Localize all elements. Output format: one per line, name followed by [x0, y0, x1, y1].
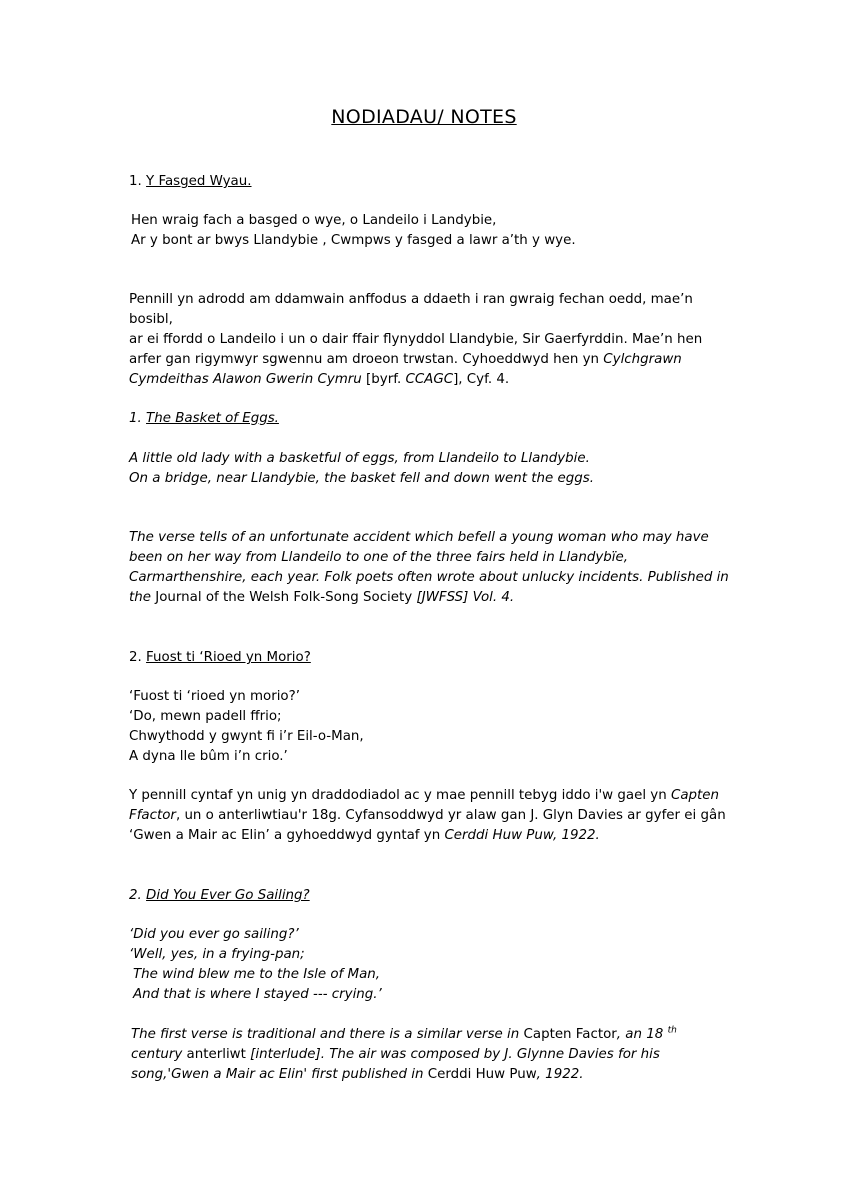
page-title: NODIADAU/ NOTES	[331, 106, 517, 128]
verse-line: And that is where I stayed --- crying.’	[133, 987, 382, 1002]
section-1-english-note: The verse tells of an unfortunate accident which befell a young woman who may have been on her way from Llandeilo to one of the three fairs held in Llandybïe, Carmarthenshire, each year. Folk poets often wrote about unlucky incidents. Published in the Journal of the Welsh Folk-Song Society [JWFSS] Vol. 4.	[129, 530, 729, 605]
verse-line: Ar y bont ar bwys Llandybie , Cwmpws y fasged a lawr a’th y wye.	[131, 233, 576, 248]
section-2-welsh-heading: 2. Fuost ti ‘Rioed yn Morio?	[129, 650, 311, 665]
verse-line: On a bridge, near Llandybie, the basket fell and down went the eggs.	[129, 471, 594, 486]
section-2-welsh-verse	[129, 687, 729, 767]
section-1-english-verse	[129, 449, 729, 489]
section-1-welsh-note: Pennill yn adrodd am ddamwain anffodus a ddaeth i ran gwraig fechan oedd, mae’n bosibl, ar ei ffordd o Landeilo i un o dair ffair flynyddol Llandybie, Sir Gaerfyrddin. Mae’n hen arfer gan rigymwyr sgwennu am droeon trwstan. Cyhoeddwyd hen yn Cylchgrawn Cymdeithas Alawon Gwerin Cymru [byrf. CCAGC], Cyf. 4.	[129, 292, 703, 387]
verse-line: Chwythodd y gwynt fi i’r Eil-o-Man,	[129, 729, 364, 744]
verse-line: ‘Did you ever go sailing?’	[129, 927, 299, 942]
verse-line: ‘Do, mewn padell ffrio;	[129, 709, 282, 724]
verse-line: ‘Well, yes, in a frying-pan;	[129, 947, 305, 962]
section-2-english-note: The first verse is traditional and there is a similar verse in Capten Factor, an 18 $^{th}$ century anterliwt [interlude]. The air was composed by J. Glynne Davies for his song,'Gwen a Mair ac Elin' first published in Cerddi Huw Puw, 1922.	[131, 1025, 677, 1082]
verse-line: A little old lady with a basketful of eggs, from Llandeilo to Llandybie.	[129, 451, 590, 466]
verse-line: The wind blew me to the Isle of Man,	[133, 967, 381, 982]
section-1-welsh-heading: 1. Y Fasged Wyau.	[129, 174, 252, 189]
section-2-english-heading: 2. Did You Ever Go Sailing?	[129, 888, 310, 903]
verse-line: A dyna lle bûm i’n crio.’	[129, 749, 288, 764]
verse-line: ‘Fuost ti ‘rioed yn morio?’	[129, 689, 300, 704]
section-1-english-heading: 1. The Basket of Eggs.	[129, 411, 279, 426]
verse-line: Hen wraig fach a basged o wye, o Landeilo i Landybie,	[131, 213, 497, 228]
section-1-welsh-verse	[131, 211, 731, 251]
section-2-english-verse	[129, 925, 729, 1005]
section-2-welsh-note: Y pennill cyntaf yn unig yn draddodiadol ac y mae pennill tebyg iddo i'w gael yn Capten Ffactor, un o anterliwtiau'r 18g. Cyfansoddwyd yr alaw gan J. Glyn Davies ar gyfer ei gân ‘Gwen a Mair ac Elin’ a gyhoeddwyd gyntaf yn Cerddi Huw Puw, 1922.	[129, 788, 726, 843]
